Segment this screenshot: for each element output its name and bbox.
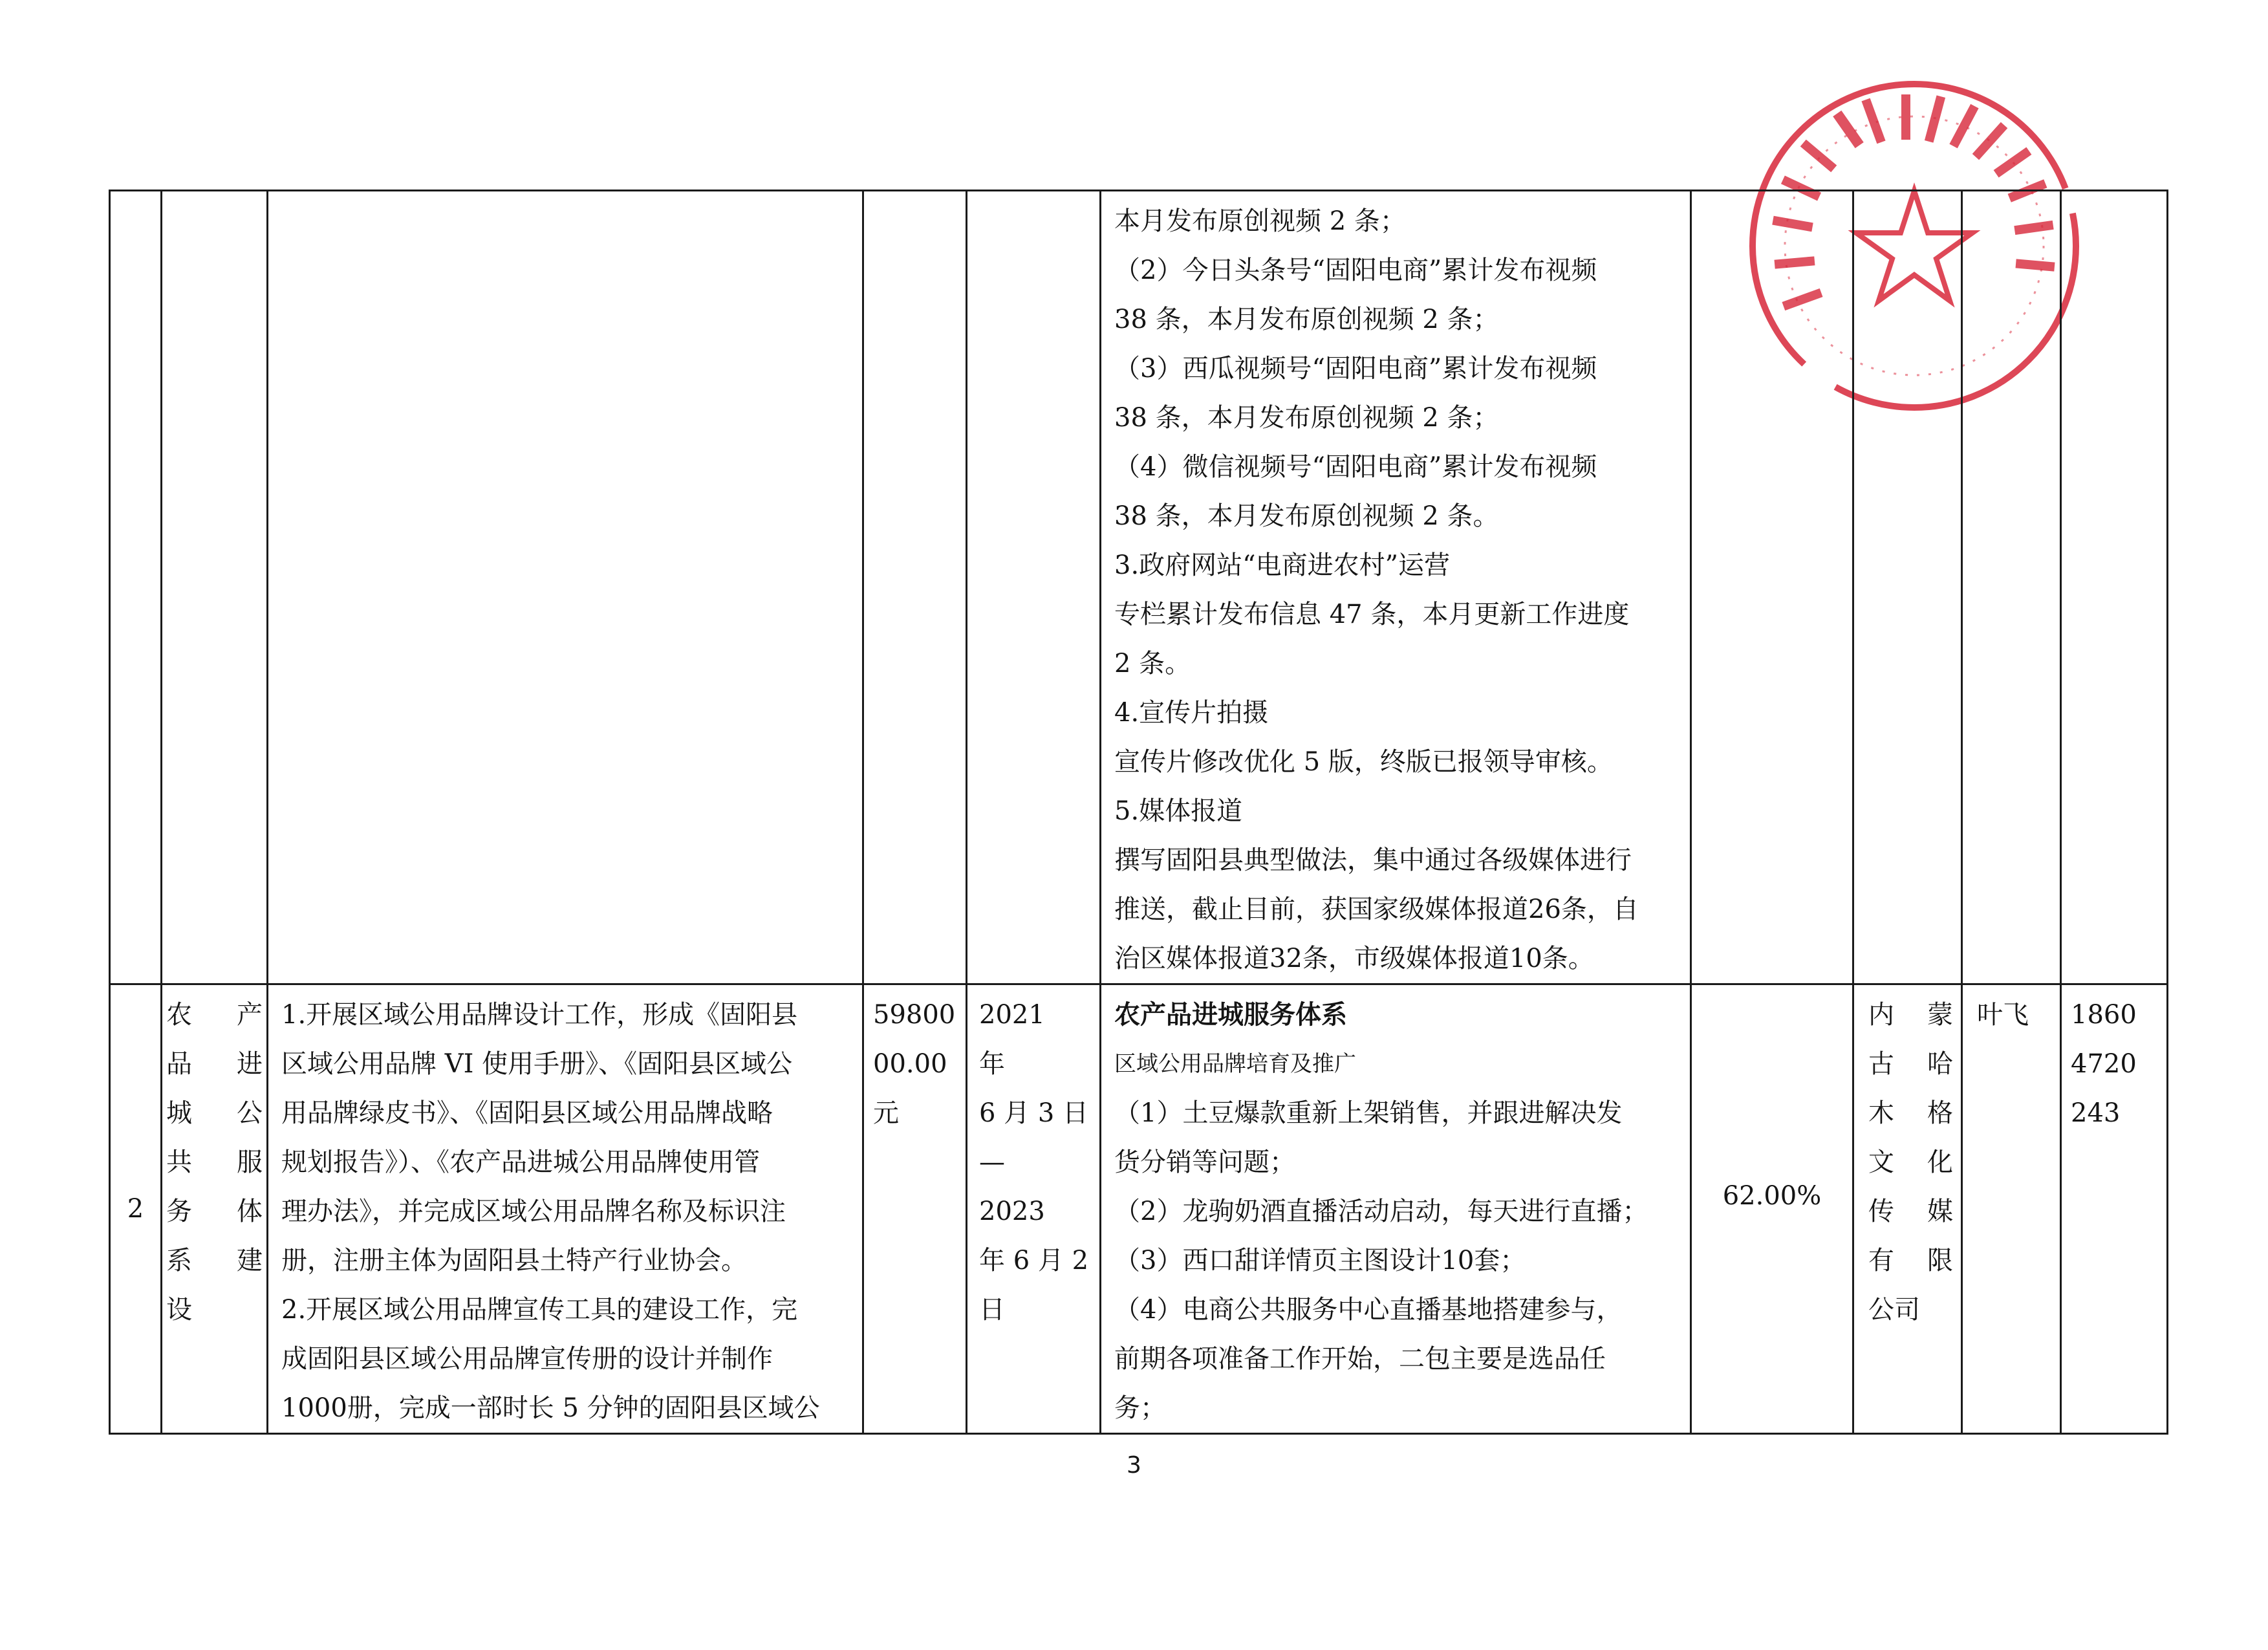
phone-cell-empty — [2061, 191, 2168, 984]
index-cell: 2 — [110, 984, 162, 1434]
index-cell-empty — [110, 191, 162, 984]
project-name-line: 农 产 — [166, 1000, 263, 1030]
content-line: 区域公用品牌 VI 使用手册》、《固阳县区域公 — [281, 1049, 793, 1079]
progress-title: 农产品进城服务体系 — [1114, 999, 1347, 1030]
amount-line: 00.00 — [873, 1049, 947, 1079]
phone-line: 4720 — [2071, 1049, 2137, 1079]
progress-line: 治区媒体报道32条，市级媒体报道10条。 — [1114, 944, 1594, 973]
project-progress-table — [109, 190, 2168, 1435]
period-line: 年 6 月 2 — [979, 1246, 1089, 1275]
content-line: 册，注册主体为固阳县土特产行业协会。 — [281, 1246, 747, 1275]
progress-line: 5.媒体报道 — [1114, 796, 1243, 826]
phone-line: 1860 — [2071, 1000, 2137, 1030]
progress-line: 推送，截止目前，获国家级媒体报道26条，自 — [1114, 895, 1639, 924]
progress-line: 务； — [1114, 1393, 1166, 1423]
progress-line: （4）微信视频号“固阳电商”累计发布视频 — [1114, 452, 1597, 482]
content-cell — [268, 984, 863, 1434]
project-name-line: 城 公 — [166, 1098, 263, 1128]
period-line: 6 月 3 日 — [979, 1098, 1089, 1128]
page-number: 3 — [1127, 1452, 1141, 1479]
project-cell-empty — [162, 191, 268, 984]
project-name-line: 设 — [166, 1295, 192, 1325]
table-row-2 — [110, 984, 2168, 1434]
progress-line: 宣传片修改优化 5 版，终版已报领导审核。 — [1114, 747, 1613, 777]
contact-name: 叶飞 — [1977, 1000, 2029, 1030]
company-line: 文 化 — [1868, 1147, 1953, 1177]
period-line: 日 — [979, 1295, 1005, 1325]
content-line: 规划报告》）、《农产品进城公用品牌使用管 — [281, 1147, 760, 1177]
progress-line: 专栏累计发布信息 47 条，本月更新工作进度 — [1114, 600, 1630, 629]
progress-line: 2 条。 — [1114, 649, 1191, 678]
project-name-cell — [162, 984, 268, 1434]
period-cell — [967, 984, 1101, 1434]
project-name-line: 共 服 — [166, 1147, 263, 1177]
contact-cell — [1962, 984, 2061, 1434]
progress-line: 撰写固阳县典型做法，集中通过各级媒体进行 — [1114, 845, 1632, 875]
content-line: 1000册，完成一部时长 5 分钟的固阳县区域公 — [281, 1393, 820, 1423]
progress-line: （4）电商公共服务中心直播基地搭建参与， — [1114, 1295, 1623, 1325]
progress-line: （1）土豆爆款重新上架销售，并跟进解决发 — [1114, 1098, 1623, 1128]
company-cell — [1853, 984, 1962, 1434]
company-line: 古 哈 — [1868, 1049, 1953, 1079]
progress-line: 38 条，本月发布原创视频 2 条； — [1114, 403, 1499, 433]
content-line: 理办法》，并完成区域公用品牌名称及标识注 — [281, 1197, 786, 1226]
table-row-continued — [110, 191, 2168, 984]
company-line: 木 格 — [1868, 1098, 1953, 1128]
content-line: 1.开展区域公用品牌设计工作，形成《固阳县 — [281, 1000, 798, 1030]
progress-line: 前期各项准备工作开始，二包主要是选品任 — [1114, 1344, 1606, 1374]
contact-cell-empty — [1962, 191, 2061, 984]
content-line: 用品牌绿皮书》、《固阳县区域公用品牌战略 — [281, 1098, 773, 1128]
amount-line: 59800 — [873, 1000, 956, 1030]
progress-cell — [1101, 984, 1691, 1434]
amount-cell — [863, 984, 967, 1434]
progress-line: 3.政府网站“电商进农村”运营 — [1114, 550, 1451, 580]
amount-line: 元 — [873, 1098, 899, 1128]
progress-line: （3）西瓜视频号“固阳电商”累计发布视频 — [1114, 354, 1597, 384]
amount-cell-empty — [863, 191, 967, 984]
progress-line: 38 条，本月发布原创视频 2 条。 — [1114, 501, 1499, 531]
content-line: 2.开展区域公用品牌宣传工具的建设工作，完 — [281, 1295, 798, 1325]
company-cell-empty — [1853, 191, 1962, 984]
percent-cell: 62.00% — [1691, 984, 1853, 1434]
content-cell-empty — [268, 191, 863, 984]
project-name-line: 品 进 — [166, 1049, 263, 1079]
progress-line: 4.宣传片拍摄 — [1114, 698, 1269, 728]
company-line: 传 媒 — [1868, 1197, 1953, 1226]
company-line: 有 限 — [1868, 1246, 1953, 1275]
period-line: — 2023 — [979, 1147, 1045, 1226]
project-name-line: 务 体 — [166, 1197, 263, 1226]
company-line: 公司 — [1868, 1295, 1920, 1325]
progress-line: 本月发布原创视频 2 条； — [1114, 206, 1406, 236]
progress-subtitle: 区域公用品牌培育及推广 — [1114, 1051, 1356, 1077]
period-line: 2021 年 — [979, 1000, 1071, 1079]
progress-line: （2）龙驹奶酒直播活动启动，每天进行直播； — [1114, 1197, 1648, 1226]
progress-line: （3）西口甜详情页主图设计10套； — [1114, 1246, 1526, 1275]
company-line: 内 蒙 — [1868, 1000, 1953, 1030]
content-line: 成固阳县区域公用品牌宣传册的设计并制作 — [281, 1344, 773, 1374]
project-name-line: 系 建 — [166, 1246, 263, 1275]
progress-line: 货分销等问题； — [1114, 1147, 1295, 1177]
percent-cell-empty — [1691, 191, 1853, 984]
phone-line: 243 — [2071, 1098, 2121, 1128]
progress-line: （2）今日头条号“固阳电商”累计发布视频 — [1114, 255, 1597, 285]
progress-cell — [1101, 191, 1691, 984]
progress-line: 38 条，本月发布原创视频 2 条； — [1114, 305, 1499, 334]
period-cell-empty — [967, 191, 1101, 984]
phone-cell — [2061, 984, 2168, 1434]
